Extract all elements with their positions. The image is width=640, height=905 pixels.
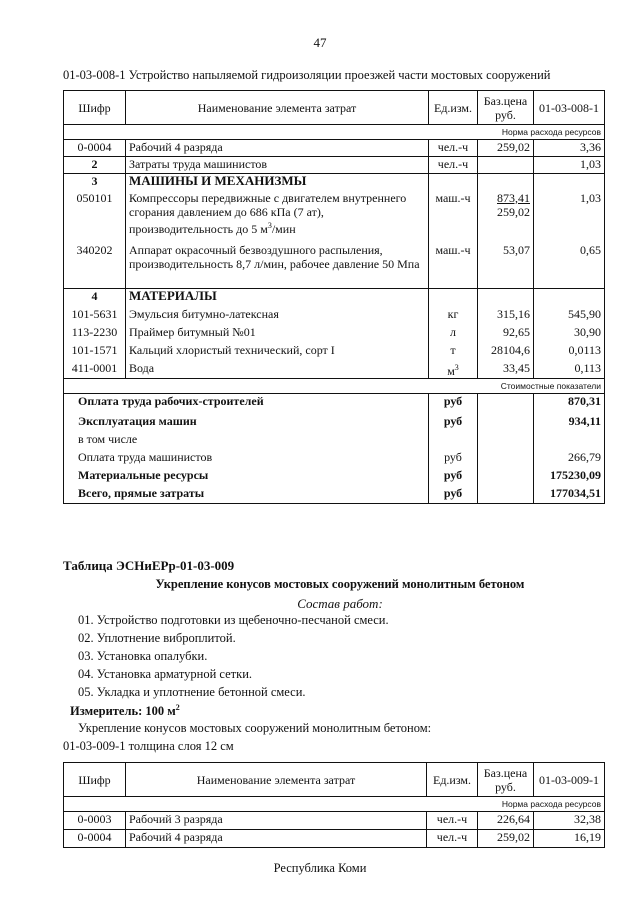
col-header-name: Наименование элемента затрат (126, 91, 429, 125)
summary-row: в том числе (64, 432, 605, 450)
page-footer: Республика Коми (273, 861, 367, 875)
col-header-price: Баз.цена руб. (478, 91, 534, 125)
table-row: 050101 Компрессоры передвижные с двигателем внутреннего сгорания давлением до 686 кПа (7 ат), производительность до 5 $м^3$/мин маш.-ч 873,41 259,02 1,03 (64, 191, 605, 243)
table-row: 0-0003 Рабочий 3 разряда чел.-ч 226,64 32,38 (64, 812, 605, 830)
table-row: 113-2230 Праймер битумный №01 л 92,65 30,90 (64, 325, 605, 343)
summary-row: Материальные ресурсы руб 175230,09 (64, 468, 605, 486)
page-number: 47 (313, 35, 327, 50)
col-header-code: Шифр (64, 91, 126, 125)
resource-table-01-03-008-1 (63, 90, 605, 504)
work-description: Укрепление конусов мостовых сооружений монолитным бетоном: (78, 721, 432, 735)
work-item: 02. Уплотнение виброплитой. (78, 631, 236, 645)
work-item: 05. Укладка и уплотнение бетонной смеси. (78, 685, 306, 699)
col-header-code: Шифр (64, 763, 126, 797)
summary-row: Оплата труда машинистов руб 266,79 (64, 450, 605, 468)
work-item: 03. Установка опалубки. (78, 649, 208, 663)
table-row-group: 4 МАТЕРИАЛЫ (64, 289, 605, 307)
table-row: 101-5631 Эмульсия битумно-латексная кг 315,16 545,90 (64, 307, 605, 325)
composition-title: Состав работ: (297, 596, 383, 611)
table-row: 0-0004 Рабочий 4 разряда чел.-ч 259,02 16,19 (64, 830, 605, 848)
table-row-group: 3 МАШИНЫ И МЕХАНИЗМЫ (64, 174, 605, 191)
summary-row: Эксплуатация машин руб 934,11 (64, 414, 605, 432)
col-header-norm-code: 01-03-008-1 (534, 91, 605, 125)
summary-row: Всего, прямые затраты руб 177034,51 (64, 486, 605, 504)
work-item: 01. Устройство подготовки из щебеночно-песчаной смеси. (78, 613, 389, 627)
norm-label: Норма расхода ресурсов (64, 125, 605, 140)
table-row: 101-1571 Кальций хлористый технический, сорт I т 28104,6 0,0113 (64, 343, 605, 361)
resource-table-01-03-009-1 (63, 762, 605, 848)
norm-code-line: 01-03-009-1 толщина слоя 12 см (63, 739, 234, 753)
table-row: 2 Затраты труда машинистов чел.-ч 1,03 (64, 157, 605, 174)
col-header-unit: Ед.изм. (429, 91, 478, 125)
norm-label: Норма расхода ресурсов (64, 797, 605, 812)
summary-row: Оплата труда рабочих-строителей руб 870,31 (64, 394, 605, 414)
section-heading: 01-03-008-1 Устройство напыляемой гидроизоляции проезжей части мостовых сооружений (63, 68, 551, 82)
table-title: Таблица ЭСНиЕРр-01-03-009 (63, 558, 235, 573)
measure-unit: Измеритель: 100 $м^2$ (70, 703, 180, 719)
col-header-unit: Ед.изм. (427, 763, 478, 797)
table-row: 0-0004 Рабочий 4 разряда чел.-ч 259,02 3,36 (64, 140, 605, 157)
work-item: 04. Установка арматурной сетки. (78, 667, 253, 681)
col-header-name: Наименование элемента затрат (126, 763, 427, 797)
cost-label: Стоимостные показатели (64, 379, 605, 394)
table-row: 340202 Аппарат окрасочный безвоздушного распыления, производительность 8,7 л/мин, рабочее давление 50 Мпа маш.-ч 53,07 0,65 (64, 243, 605, 289)
table-subtitle: Укрепление конусов мостовых сооружений монолитным бетоном (155, 577, 525, 591)
col-header-norm-code: 01-03-009-1 (534, 763, 605, 797)
table-row: 411-0001 Вода $м^3$ 33,45 0,113 (64, 361, 605, 379)
col-header-price: Баз.цена руб. (478, 763, 534, 797)
